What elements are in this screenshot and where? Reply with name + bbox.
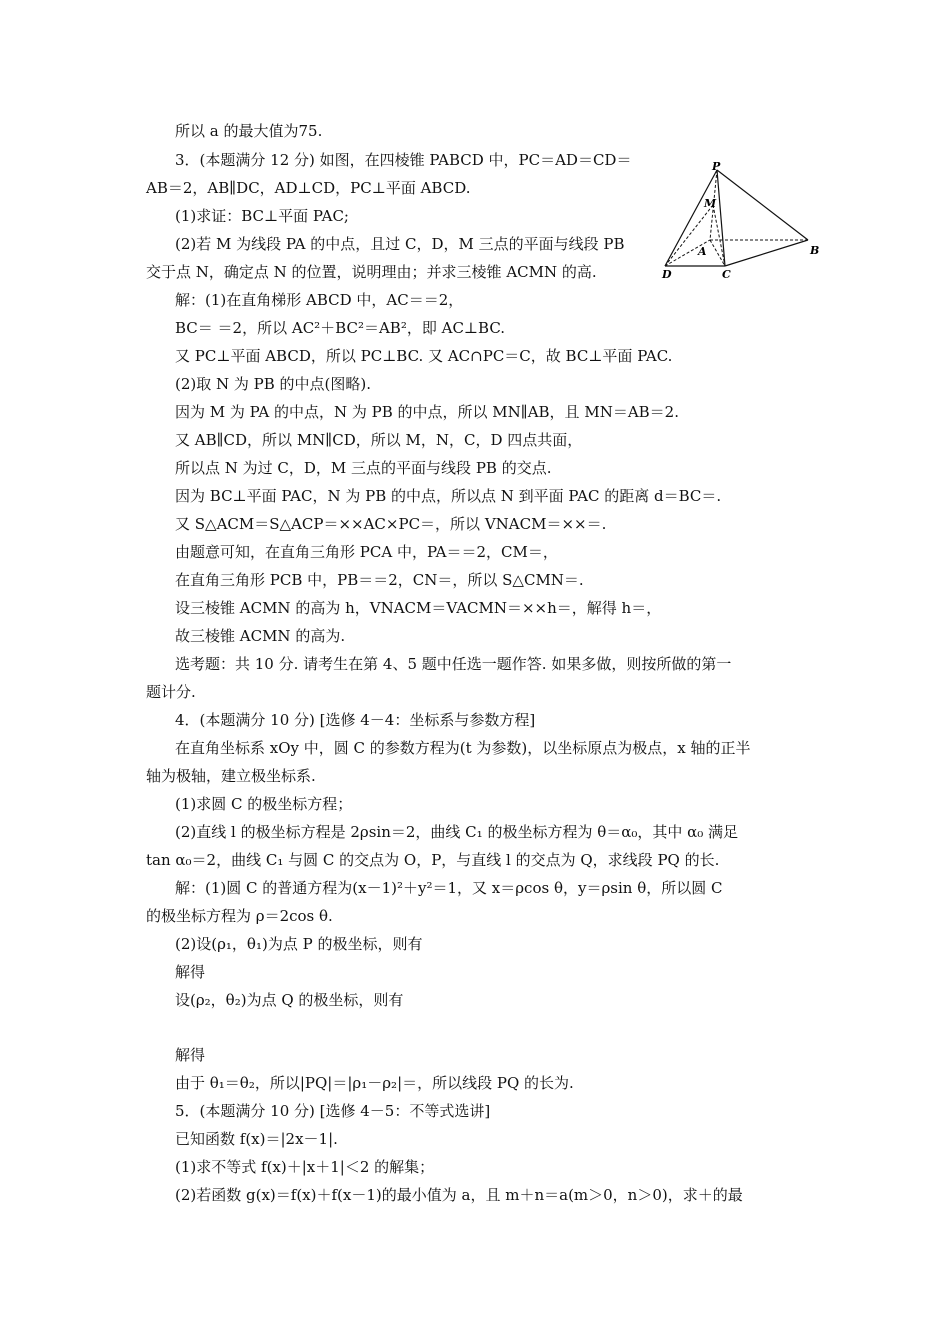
- text-line: (2)若 M 为线段 PA 的中点，且过 C，D，M 三点的平面与线段 PB: [175, 235, 625, 253]
- text-line: (1)求圆 C 的极坐标方程；: [175, 795, 353, 813]
- edge-PB: [717, 170, 808, 240]
- text-line: 已知函数 f(x)＝|2x－1|.: [175, 1130, 338, 1148]
- text-line: 交于点 N，确定点 N 的位置，说明理由；并求三棱锥 ACMN 的高.: [146, 263, 597, 281]
- text-line: (2)若函数 g(x)＝f(x)＋f(x－1)的最小值为 a，且 m＋n＝a(m＞0，n＞0)，求＋的最: [175, 1186, 743, 1204]
- label-M: M: [704, 197, 717, 210]
- text-line: (1)求证：BC⊥平面 PAC;: [175, 207, 349, 225]
- text-line: 所以点 N 为过 C，D，M 三点的平面与线段 PB 的交点.: [175, 459, 552, 477]
- text-line: 由题意可知，在直角三角形 PCA 中，PA＝＝2，CM＝，: [175, 543, 558, 561]
- label-P: P: [712, 160, 721, 173]
- text-line: 在直角坐标系 xOy 中，圆 C 的参数方程为(t 为参数)，以坐标原点为极点，x 轴的正半: [175, 739, 751, 757]
- text-line: BC＝ ＝2，所以 AC²＋BC²＝AB²，即 AC⊥BC.: [175, 319, 506, 337]
- problem-5-line: 5．(本题满分 10 分) [选修 4－5：不等式选讲]: [175, 1102, 491, 1120]
- problem-3-line: 3．(本题满分 12 分) 如图，在四棱锥 PABCD 中，PC＝AD＝CD＝: [175, 151, 632, 169]
- segment-MC: [713, 205, 725, 266]
- text-line: tan α₀＝2，曲线 C₁ 与圆 C 的交点为 O，P，与直线 l 的交点为 Q，求线段 PQ 的长.: [146, 851, 720, 869]
- label-B: B: [810, 244, 820, 257]
- text-line: 又 S△ACM＝S△ACP＝××AC×PC＝，所以 VNACM＝××＝.: [175, 515, 607, 533]
- text-line: 在直角三角形 PCB 中，PB＝＝2，CN＝，所以 S△CMN＝.: [175, 571, 584, 589]
- text-line: 选考题：共 10 分. 请考生在第 4、5 题中任选一题作答. 如果多做，则按所做的第一: [175, 655, 732, 673]
- text-line: 又 PC⊥平面 ABCD，所以 PC⊥BC. 又 AC∩PC＝C，故 BC⊥平面 PAC.: [175, 347, 673, 365]
- text-line: 由于 θ₁＝θ₂，所以|PQ|＝|ρ₁－ρ₂|＝，所以线段 PQ 的长为.: [175, 1074, 574, 1092]
- edge-PD: [665, 170, 717, 266]
- label-D: D: [662, 268, 672, 281]
- text-line: 因为 BC⊥平面 PAC，N 为 PB 的中点，所以点 N 到平面 PAC 的距离 d＝BC＝.: [175, 487, 722, 505]
- text-line: 题计分.: [146, 683, 196, 701]
- text-line: 解：(1)在直角梯形 ABCD 中，AC＝＝2，: [175, 291, 464, 309]
- text-line: 设三棱锥 ACMN 的高为 h，VNACM＝VACMN＝××h＝，解得 h＝，: [175, 599, 662, 617]
- text-line: 故三棱锥 ACMN 的高为.: [175, 627, 346, 645]
- label-C: C: [722, 268, 731, 281]
- text-line: 又 AB∥CD，所以 MN∥CD，所以 M，N，C，D 四点共面，: [175, 431, 583, 449]
- edge-CB: [725, 240, 808, 266]
- text-line: 解得: [175, 1046, 206, 1064]
- problem-4-line: 4．(本题满分 10 分) [选修 4－4：坐标系与参数方程]: [175, 711, 536, 729]
- text-line: 因为 M 为 PA 的中点，N 为 PB 的中点，所以 MN∥AB，且 MN＝AB＝2.: [175, 403, 679, 421]
- text-line: (2)设(ρ₁，θ₁)为点 P 的极坐标，则有: [175, 935, 423, 953]
- text-line: (1)求不等式 f(x)＋|x＋1|＜2 的解集；: [175, 1158, 435, 1176]
- label-A: A: [698, 245, 707, 258]
- text-line: 所以 a 的最大值为75.: [175, 122, 323, 140]
- text-line: AB＝2，AB∥DC，AD⊥CD，PC⊥平面 ABCD.: [146, 179, 471, 197]
- text-line: 解得: [175, 963, 206, 981]
- text-line: 设(ρ₂，θ₂)为点 Q 的极坐标，则有: [175, 991, 404, 1009]
- text-line: (2)直线 l 的极坐标方程是 2ρsin＝2，曲线 C₁ 的极坐标方程为 θ＝α₀，其中 α₀ 满足: [175, 823, 739, 841]
- text-line: (2)取 N 为 PB 的中点(图略).: [175, 375, 372, 393]
- text-line: 的极坐标方程为 ρ＝2cos θ.: [146, 907, 333, 925]
- edge-PC: [717, 170, 725, 266]
- pyramid-figure: [660, 160, 820, 282]
- text-line: 轴为极轴，建立极坐标系.: [146, 767, 316, 785]
- text-line: 解：(1)圆 C 的普通方程为(x－1)²＋y²＝1，又 x＝ρcos θ，y＝ρsin θ，所以圆 C: [175, 879, 723, 897]
